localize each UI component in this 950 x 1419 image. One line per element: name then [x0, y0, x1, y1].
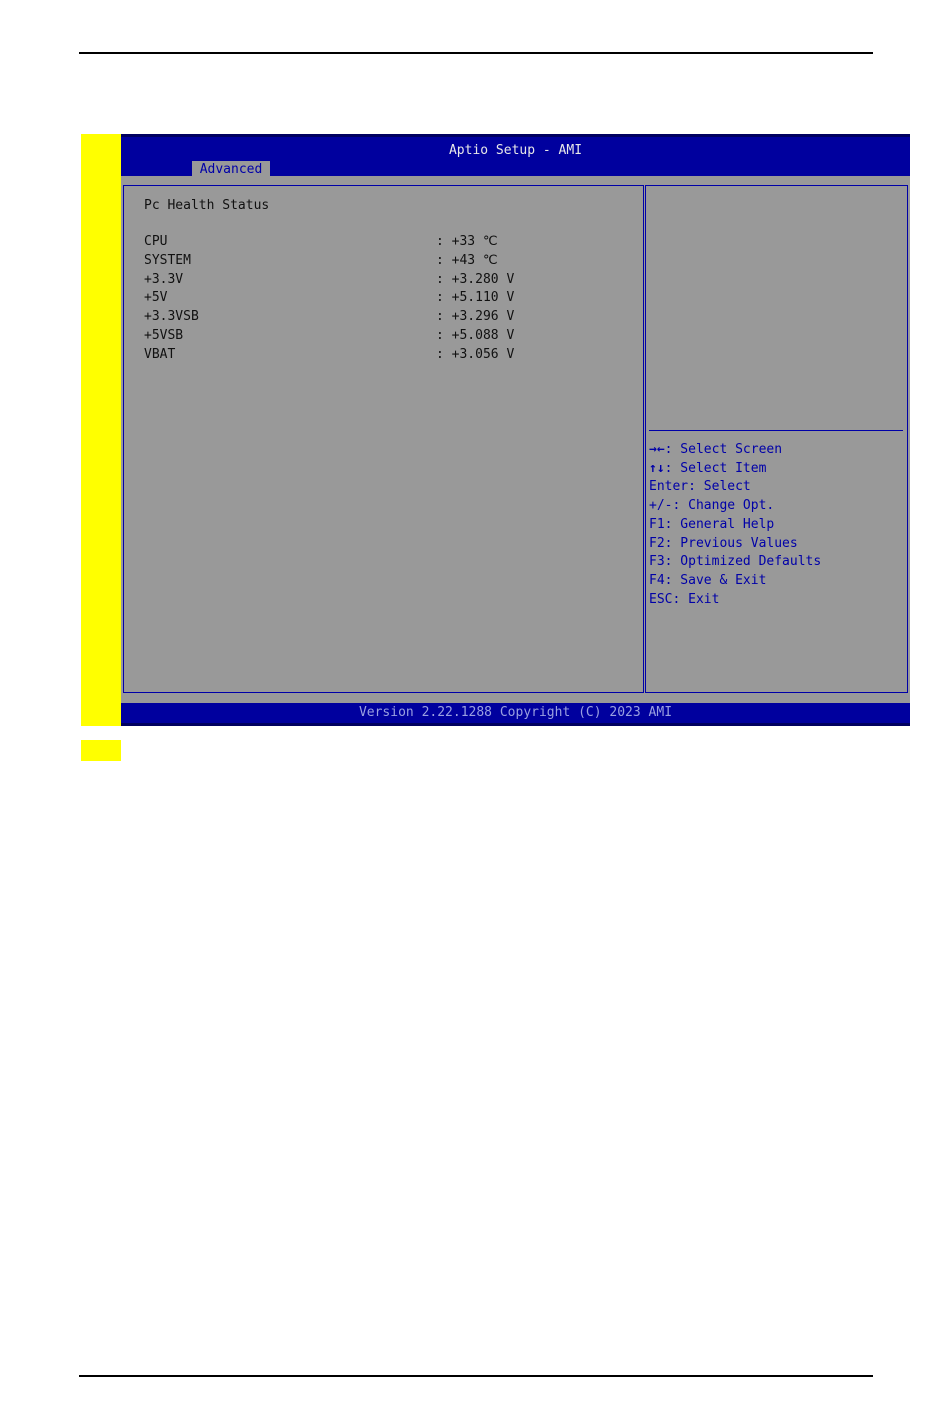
help-change-opt — [649, 497, 774, 515]
left-right-arrows-icon: →← — [649, 442, 665, 457]
reading-value: : +5.110 V — [436, 290, 515, 305]
reading-row-3v3sb — [144, 308, 624, 326]
page-top-rule — [79, 52, 873, 54]
highlight-bar — [81, 134, 121, 726]
page-bottom-rule — [79, 1375, 873, 1377]
tab-advanced[interactable]: Advanced — [192, 161, 270, 179]
reading-label: VBAT — [144, 347, 176, 362]
reading-value: : +33 ℃ — [436, 234, 498, 249]
reading-value: : +3.280 V — [436, 272, 515, 287]
reading-row-5v — [144, 289, 624, 307]
reading-value: : +3.296 V — [436, 309, 515, 324]
reading-row-3v3 — [144, 271, 624, 289]
help-text: Enter: Select — [649, 479, 751, 494]
bios-title: Aptio Setup - AMI — [448, 143, 583, 158]
highlight-tab — [81, 740, 121, 761]
reading-value: : +5.088 V — [436, 328, 515, 343]
help-panel — [645, 185, 908, 693]
reading-row-cpu — [144, 233, 624, 251]
help-f3 — [649, 553, 821, 571]
bios-setup-screen — [121, 134, 910, 726]
help-text: F2: Previous Values — [649, 536, 798, 551]
reading-value: : +3.056 V — [436, 347, 515, 362]
reading-label: +3.3VSB — [144, 309, 199, 324]
help-f2 — [649, 535, 798, 553]
help-text: F3: Optimized Defaults — [649, 554, 822, 569]
help-text: F4: Save & Exit — [649, 573, 767, 588]
reading-label: +3.3V — [144, 272, 184, 287]
reading-row-system — [144, 252, 624, 270]
help-text: ESC: Exit — [649, 592, 720, 607]
reading-label: +5V — [144, 290, 168, 305]
help-enter — [649, 478, 751, 496]
reading-label: CPU — [144, 234, 168, 249]
help-f4 — [649, 572, 766, 590]
reading-label: +5VSB — [144, 328, 184, 343]
up-down-arrows-icon: ↑↓ — [649, 461, 665, 476]
help-text: F1: General Help — [649, 517, 775, 532]
help-select-screen — [649, 441, 782, 459]
reading-row-vbat — [144, 346, 624, 364]
reading-label: SYSTEM — [144, 253, 191, 268]
bios-header — [121, 134, 910, 176]
page-title: Pc Health Status — [144, 198, 270, 213]
reading-row-5vsb — [144, 327, 624, 345]
main-panel — [123, 185, 644, 693]
bios-footer — [121, 703, 910, 726]
reading-value: : +43 ℃ — [436, 253, 498, 268]
version-text: Version 2.22.1288 Copyright (C) 2023 AMI — [358, 705, 673, 720]
help-divider — [649, 430, 903, 431]
help-f1 — [649, 516, 774, 534]
help-text: : Select Screen — [664, 442, 783, 457]
help-text: +/-: Change Opt. — [649, 498, 775, 513]
help-select-item — [649, 460, 766, 478]
help-esc — [649, 591, 719, 609]
help-text: : Select Item — [664, 461, 767, 476]
